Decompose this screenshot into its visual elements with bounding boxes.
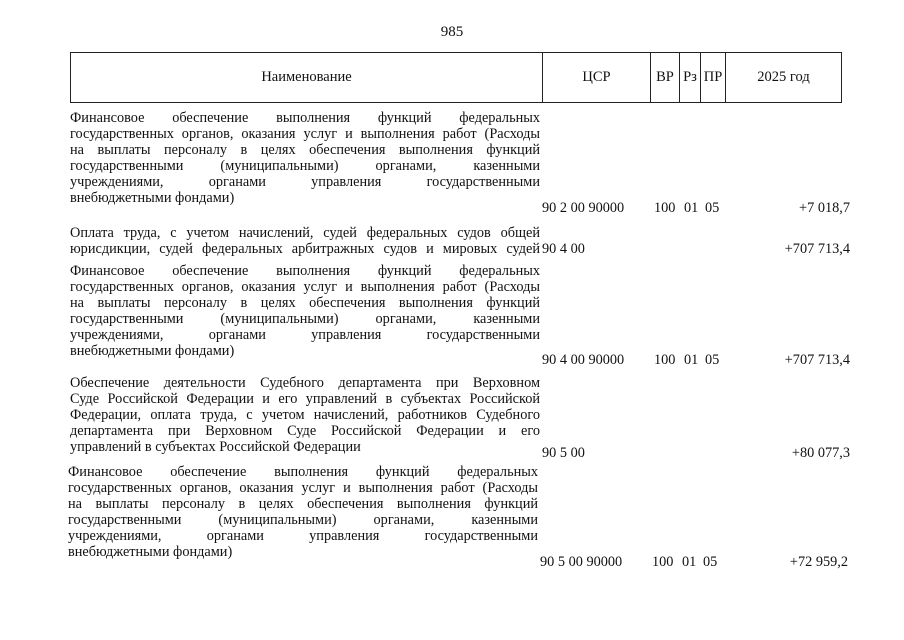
header-year: 2025 год (726, 53, 842, 103)
row-name: Финансовое обеспечение выполнения функций федеральных государственных органов, оказания услуг и выполнения работ (Расходы на выплаты персоналу в целях обеспечения выполнения функций государственными (муниципальными) органами, казенными учреждениями, органами управления государственными внебюджетными фондами) (68, 464, 538, 560)
table-row (70, 110, 850, 216)
row-csr: 90 4 00 (542, 241, 585, 257)
row-pr: 05 (705, 352, 720, 368)
header-pr: ПР (701, 53, 726, 103)
row-csr: 90 5 00 90000 (540, 554, 623, 570)
table-header (70, 52, 842, 103)
row-csr: 90 2 00 90000 (542, 200, 625, 216)
row-pr: 05 (705, 200, 720, 216)
row-csr: 90 4 00 90000 (542, 352, 625, 368)
row-amount: +72 959,2 (789, 554, 848, 570)
row-rz: 01 (684, 200, 699, 216)
row-rz: 01 (682, 554, 697, 570)
header-rz: Рз (680, 53, 701, 103)
page-number: 985 (440, 24, 464, 40)
row-name: Обеспечение деятельности Судебного департамента при Верховном Суде Российской Федерации и его управлений в субъектах Российской Федерации, оплата труда, с учетом начислений, работников Судебного департамента при Верховном Суде Российской Федерации и его управлений в субъектах Российской Федерации (70, 375, 540, 455)
header-name: Наименование (71, 53, 543, 103)
header-vr: ВР (651, 53, 680, 103)
row-amount: +7 018,7 (799, 200, 850, 216)
row-name: Финансовое обеспечение выполнения функций федеральных государственных органов, оказания услуг и выполнения работ (Расходы на выплаты персоналу в целях обеспечения выполнения функций государственными (муниципальными) органами, казенными учреждениями, органами управления государственными внебюджетными фондами) (70, 263, 540, 359)
row-pr: 05 (703, 554, 718, 570)
row-name: Финансовое обеспечение выполнения функций федеральных государственных органов, оказания услуг и выполнения работ (Расходы на выплаты персоналу в целях обеспечения выполнения функций государственными (муниципальными) органами, казенными учреждениями, органами управления государственными внебюджетными фондами) (70, 110, 540, 206)
row-amount: +80 077,3 (791, 445, 850, 461)
row-vr: 100 (652, 554, 674, 570)
row-amount: +707 713,4 (784, 352, 850, 368)
table-row (70, 225, 850, 257)
table-row (68, 464, 848, 570)
row-rz: 01 (684, 352, 699, 368)
row-vr: 100 (654, 200, 676, 216)
header-csr: ЦСР (543, 53, 651, 103)
row-vr: 100 (654, 352, 676, 368)
table-row (70, 375, 850, 461)
row-name: Оплата труда, с учетом начислений, судей федеральных судов общей юрисдикции, судей федеральных арбитражных судов и мировых судей (70, 225, 540, 257)
table-row (70, 263, 850, 368)
row-csr: 90 5 00 (542, 445, 585, 461)
row-amount: +707 713,4 (784, 241, 850, 257)
